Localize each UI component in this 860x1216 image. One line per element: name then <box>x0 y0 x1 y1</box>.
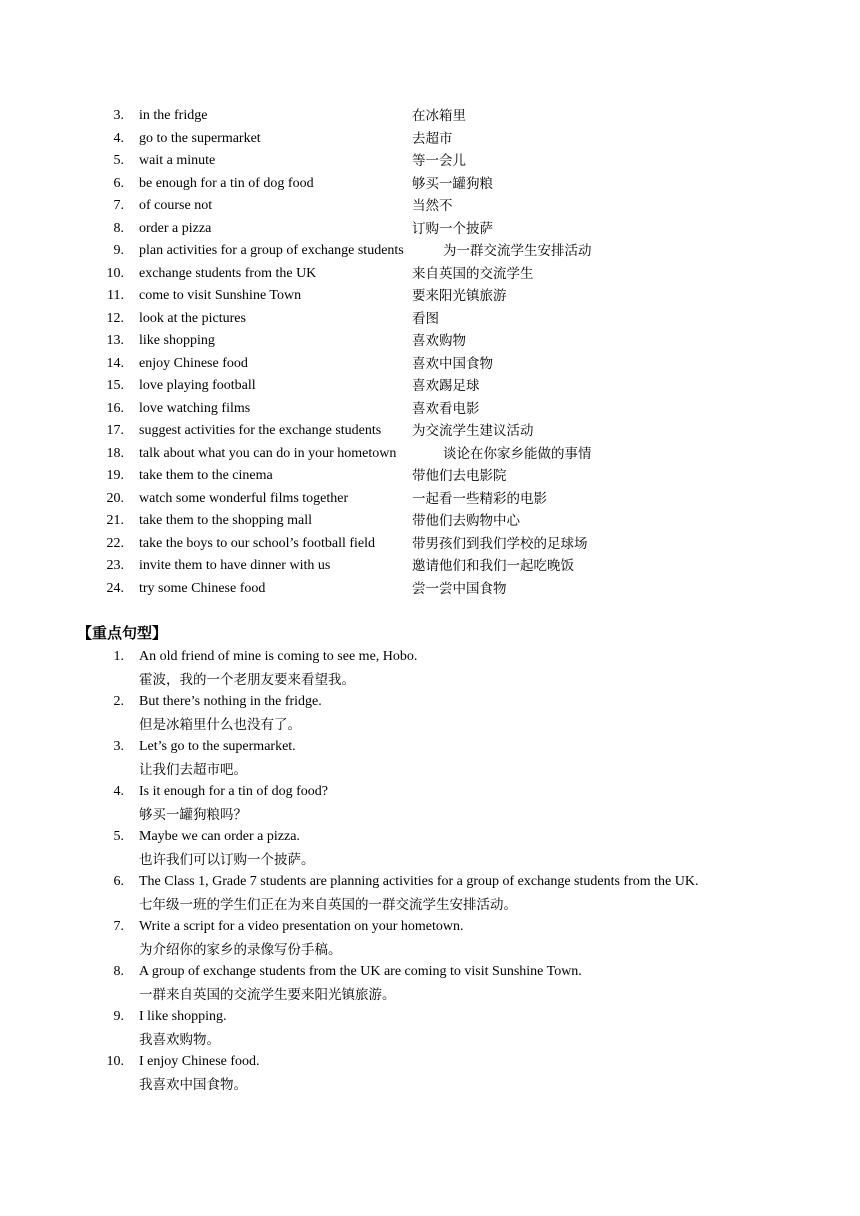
english-phrase: talk about what you can do in your hometown <box>139 445 397 461</box>
chinese-translation: 霍波，我的一个老朋友要来看望我。 <box>139 671 355 688</box>
item-number: 8. <box>113 220 124 236</box>
list-item <box>0 308 860 331</box>
item-number: 10. <box>106 1054 124 1069</box>
item-number: 11. <box>107 288 124 303</box>
list-item <box>0 263 860 286</box>
chinese-translation: 我喜欢中国食物。 <box>139 1076 247 1093</box>
list-item <box>0 240 860 263</box>
chinese-translation: 看图 <box>412 310 439 327</box>
chinese-translation: 喜欢看电影 <box>412 400 480 417</box>
english-phrase: look at the pictures <box>139 310 246 326</box>
chinese-translation: 也许我们可以订购一个披萨。 <box>139 851 315 868</box>
chinese-translation: 让我们去超市吧。 <box>139 761 247 778</box>
item-number: 10. <box>106 265 124 281</box>
list-item <box>0 826 860 871</box>
item-number: 14. <box>106 355 124 371</box>
list-item <box>0 443 860 466</box>
english-sentence: I like shopping. <box>139 1009 227 1024</box>
chinese-translation: 带他们去购物中心 <box>412 513 520 529</box>
list-item <box>0 195 860 218</box>
item-number: 12. <box>106 310 124 326</box>
chinese-translation: 够买一罐狗粮 <box>412 175 493 192</box>
list-item <box>0 1006 860 1051</box>
item-number: 16. <box>106 400 124 416</box>
chinese-translation: 我喜欢购物。 <box>139 1031 220 1048</box>
chinese-translation: 邀请他们和我们一起吃晚饭 <box>412 558 574 574</box>
english-phrase: watch some wonderful films together <box>139 490 349 506</box>
list-item <box>0 218 860 241</box>
chinese-translation: 带他们去电影院 <box>412 468 507 484</box>
chinese-translation: 来自英国的交流学生 <box>412 265 534 282</box>
english-sentence: An old friend of mine is coming to see me, Hobo. <box>139 649 418 664</box>
chinese-translation: 为介绍你的家乡的录像写份手稿。 <box>139 941 342 958</box>
english-phrase: love playing football <box>139 378 256 393</box>
item-number: 5. <box>113 829 124 844</box>
item-number: 4. <box>113 784 124 799</box>
list-item <box>0 578 860 601</box>
item-number: 20. <box>106 490 124 506</box>
item-number: 3. <box>113 108 124 123</box>
english-sentence: A group of exchange students from the UK are coming to visit Sunshine Town. <box>139 964 582 979</box>
chinese-translation: 够买一罐狗粮吗？ <box>139 806 247 823</box>
english-sentence: I enjoy Chinese food. <box>139 1054 260 1069</box>
english-phrase: take them to the cinema <box>139 468 273 483</box>
chinese-translation: 为交流学生建议活动 <box>412 423 534 439</box>
english-phrase: in the fridge <box>139 108 208 123</box>
english-sentence: Let’s go to the supermarket. <box>139 739 296 754</box>
english-phrase: love watching films <box>139 400 251 416</box>
english-phrase: be enough for a tin of dog food <box>139 175 314 191</box>
item-number: 4. <box>113 130 124 146</box>
list-item <box>0 1051 860 1096</box>
english-phrase: suggest activities for the exchange students <box>139 423 382 438</box>
list-item <box>0 533 860 556</box>
list-item <box>0 510 860 533</box>
item-number: 24. <box>106 580 124 596</box>
item-number: 15. <box>106 378 124 393</box>
english-phrase: try some Chinese food <box>139 580 266 596</box>
list-item <box>0 736 860 781</box>
item-number: 13. <box>106 333 124 348</box>
english-phrase: take the boys to our school’s football field <box>139 535 376 551</box>
item-number: 9. <box>113 243 124 258</box>
item-number: 8. <box>113 964 124 979</box>
list-item <box>0 150 860 173</box>
item-number: 6. <box>113 874 124 889</box>
english-sentence: Write a script for a video presentation on your hometown. <box>139 919 464 934</box>
english-phrase: wait a minute <box>139 153 216 168</box>
chinese-translation: 一起看一些精彩的电影 <box>412 490 547 507</box>
item-number: 7. <box>113 919 124 934</box>
list-item <box>0 128 860 151</box>
chinese-translation: 为一群交流学生安排活动 <box>443 243 592 259</box>
item-number: 19. <box>106 468 124 483</box>
english-phrase: take them to the shopping mall <box>139 513 313 528</box>
english-phrase: like shopping <box>139 333 215 348</box>
english-sentence: Maybe we can order a pizza. <box>139 829 300 844</box>
list-item <box>0 105 860 128</box>
item-number: 21. <box>106 513 124 528</box>
english-phrase: plan activities for a group of exchange students <box>139 243 404 258</box>
list-item <box>0 555 860 578</box>
list-item <box>0 398 860 421</box>
english-phrase: exchange students from the UK <box>139 265 317 281</box>
list-item <box>0 375 860 398</box>
chinese-translation: 但是冰箱里什么也没有了。 <box>139 716 301 733</box>
item-number: 3. <box>113 739 124 754</box>
english-phrase: invite them to have dinner with us <box>139 558 331 573</box>
english-phrase: go to the supermarket <box>139 130 261 146</box>
chinese-translation: 去超市 <box>412 130 453 147</box>
item-number: 5. <box>113 153 124 168</box>
phrase-list <box>0 105 860 600</box>
list-item <box>0 420 860 443</box>
english-phrase: of course not <box>139 198 213 213</box>
item-number: 2. <box>113 694 124 709</box>
list-item <box>0 465 860 488</box>
chinese-translation: 喜欢购物 <box>412 333 466 349</box>
chinese-translation: 喜欢踢足球 <box>412 378 480 394</box>
item-number: 7. <box>113 198 124 213</box>
english-sentence: The Class 1, Grade 7 students are planning activities for a group of exchange students from the UK. <box>139 874 699 889</box>
english-sentence: But there’s nothing in the fridge. <box>139 694 322 709</box>
item-number: 6. <box>113 175 124 191</box>
chinese-translation: 一群来自英国的交流学生要来阳光镇旅游。 <box>139 986 396 1003</box>
section-title: 【重点句型】 <box>77 624 168 642</box>
list-item <box>0 173 860 196</box>
chinese-translation: 尝一尝中国食物 <box>412 580 507 597</box>
chinese-translation: 等一会儿 <box>412 153 466 169</box>
chinese-translation: 喜欢中国食物 <box>412 355 493 372</box>
list-item <box>0 488 860 511</box>
chinese-translation: 带男孩们到我们学校的足球场 <box>412 535 588 552</box>
list-item <box>0 781 860 826</box>
list-item <box>0 691 860 736</box>
item-number: 1. <box>113 649 124 664</box>
item-number: 17. <box>106 423 124 438</box>
list-item <box>0 285 860 308</box>
list-item <box>0 961 860 1006</box>
english-sentence: Is it enough for a tin of dog food? <box>139 784 328 799</box>
item-number: 22. <box>106 535 124 551</box>
chinese-translation: 订购一个披萨 <box>412 220 493 237</box>
chinese-translation: 在冰箱里 <box>412 108 466 124</box>
list-item <box>0 871 860 916</box>
chinese-translation: 七年级一班的学生们正在为来自英国的一群交流学生安排活动。 <box>139 896 517 913</box>
chinese-translation: 要来阳光镇旅游 <box>412 288 507 304</box>
chinese-translation: 谈论在你家乡能做的事情 <box>443 445 592 462</box>
list-item <box>0 646 860 691</box>
english-phrase: come to visit Sunshine Town <box>139 288 302 303</box>
list-item <box>0 916 860 961</box>
chinese-translation: 当然不 <box>412 198 453 214</box>
english-phrase: enjoy Chinese food <box>139 355 248 371</box>
item-number: 9. <box>113 1009 124 1024</box>
list-item <box>0 353 860 376</box>
sentence-list <box>0 646 860 1096</box>
item-number: 23. <box>106 558 124 573</box>
item-number: 18. <box>106 445 124 461</box>
list-item <box>0 330 860 353</box>
english-phrase: order a pizza <box>139 220 212 236</box>
